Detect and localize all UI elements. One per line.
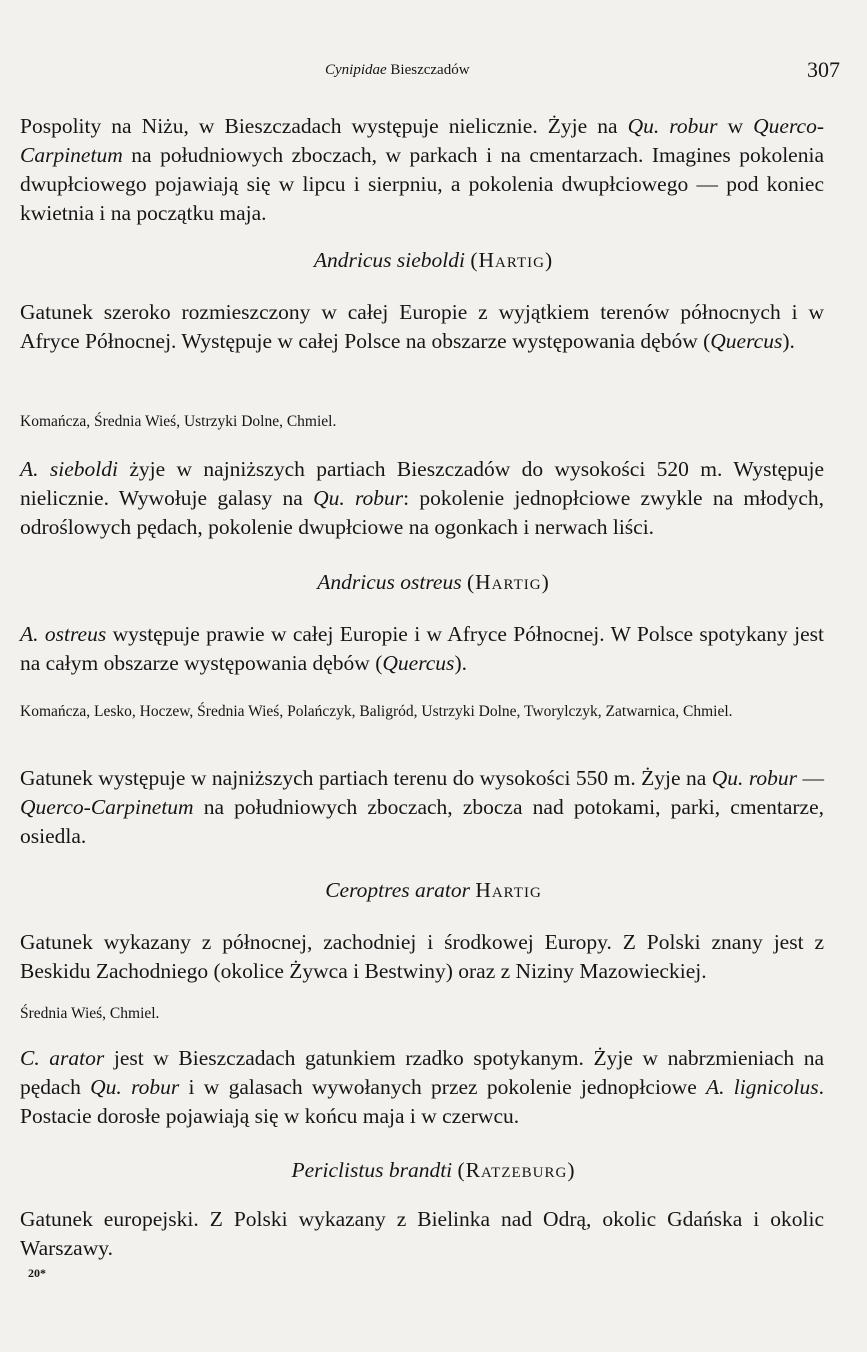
text: Gatunek szeroko rozmieszczony w całej Europie z wyjątkiem terenów północnych i w Afryce Północnej. Występuje w całej Polsce na obszarze występowania dębów ( — [20, 300, 824, 353]
text: na południowych zboczach, zbocza nad potokami, parki, cmentarze, osiedla. — [20, 795, 824, 848]
printer-signature: 20* — [28, 1266, 46, 1280]
text: Gatunek występuje w najniższych partiach terenu do wysokości 550 m. Żyje na — [20, 766, 712, 790]
species-name: C. arator — [20, 1046, 105, 1070]
species-heading-name: Ceroptres arator — [325, 878, 470, 902]
genus-name: Quercus — [382, 651, 455, 675]
species-name: A. lignicolus — [706, 1075, 819, 1099]
species-heading-andricus-ostreus — [0, 568, 867, 597]
species-heading-author: Hartig — [475, 878, 542, 902]
species-name: Qu. robur — [313, 486, 404, 510]
paragraph-intro — [20, 112, 824, 228]
text: na południowych zboczach, w parkach i na cmentarzach. Imagines pokolenia dwupłciowego pojawiają się w lipcu i sierpniu, a pokolenia dwupłciowego — pod koniec kwietnia i na początku maja. — [20, 143, 824, 225]
text: Pospolity na Niżu, w Bieszczadach występuje nielicznie. Żyje na — [20, 114, 628, 138]
text: — — [797, 766, 825, 790]
paragraph-ecology-sieboldi — [20, 455, 824, 542]
species-heading-author: (Hartig) — [466, 570, 550, 594]
text: . Postacie dorosłe pojawiają się w końcu maja i w czerwcu. — [20, 1075, 824, 1128]
species-name: A. ostreus — [20, 622, 107, 646]
species-heading-name: Andricus ostreus — [317, 570, 462, 594]
species-name: A. sieboldi — [20, 457, 118, 481]
paragraph-distribution-arator: Gatunek wykazany z północnej, zachodniej i środkowej Europy. Z Polski znany jest z Beskidu Zachodniego (okolice Żywca i Bestwiny) oraz z Niziny Mazowieckiej. — [20, 930, 824, 983]
paragraph-ecology-arator — [20, 1044, 824, 1131]
text: i w galasach wywołanych przez pokolenie jednopłciowe — [179, 1075, 707, 1099]
species-name: Qu. robur — [711, 766, 798, 790]
species-heading-author: (Ratzeburg) — [457, 1158, 576, 1182]
text: ). — [454, 651, 467, 675]
species-heading-name: Andricus sieboldi — [313, 248, 465, 272]
paragraph-distribution-sieboldi — [20, 298, 824, 356]
localities-sieboldi: Komańcza, Średnia Wieś, Ustrzyki Dolne, Chmiel. — [20, 413, 337, 430]
text: : pokolenie jednopłciowe zwykle na młodych, odroślowych pędach, pokolenie dwupłciowe na ogonkach i nerwach liści. — [20, 486, 824, 539]
species-heading-ceroptres-arator — [0, 876, 867, 905]
text: w — [717, 114, 754, 138]
localities-ostreus: Komańcza, Lesko, Hoczew, Średnia Wieś, Polańczyk, Baligród, Ustrzyki Dolne, Tworylczyk, Zatwarnica, Chmiel. — [20, 703, 733, 720]
text: żyje w najniższych partiach Bieszczadów do wysokości 520 m. Występuje nielicznie. Wywołuje galasy na — [20, 457, 824, 510]
running-title — [325, 62, 470, 79]
habitat-name: Querco-Carpinetum — [20, 795, 194, 819]
running-title-region: Bieszczadów — [390, 62, 470, 78]
species-name: Qu. robur — [90, 1075, 180, 1099]
text: jest w Bieszczadach gatunkiem rzadko spotykanym. Żyje w nabrzmieniach na pędach — [20, 1046, 824, 1099]
localities-arator: Średnia Wieś, Chmiel. — [20, 1005, 160, 1022]
species-heading-periclistus-brandti — [0, 1156, 867, 1185]
page-number: 307 — [807, 57, 840, 82]
paragraph-distribution-brandti: Gatunek europejski. Z Polski wykazany z Bielinka nad Odrą, okolic Gdańska i okolic Warszawy. — [20, 1207, 824, 1260]
text: występuje prawie w całej Europie i w Afryce Północnej. W Polsce spotykany jest na całym obszarze występowania dębów ( — [20, 622, 824, 675]
paragraph-distribution-ostreus — [20, 620, 824, 678]
genus-name: Quercus — [710, 329, 783, 353]
species-heading-name: Periclistus brandti — [291, 1158, 453, 1182]
species-heading-andricus-sieboldi — [0, 246, 867, 275]
species-name: Qu. robur — [627, 114, 718, 138]
running-title-family: Cynipidae — [325, 62, 387, 78]
paragraph-ecology-ostreus — [20, 764, 824, 851]
text: ). — [782, 329, 795, 353]
species-heading-author: (Hartig) — [470, 248, 554, 272]
habitat-name: Querco-Carpinetum — [20, 114, 824, 167]
